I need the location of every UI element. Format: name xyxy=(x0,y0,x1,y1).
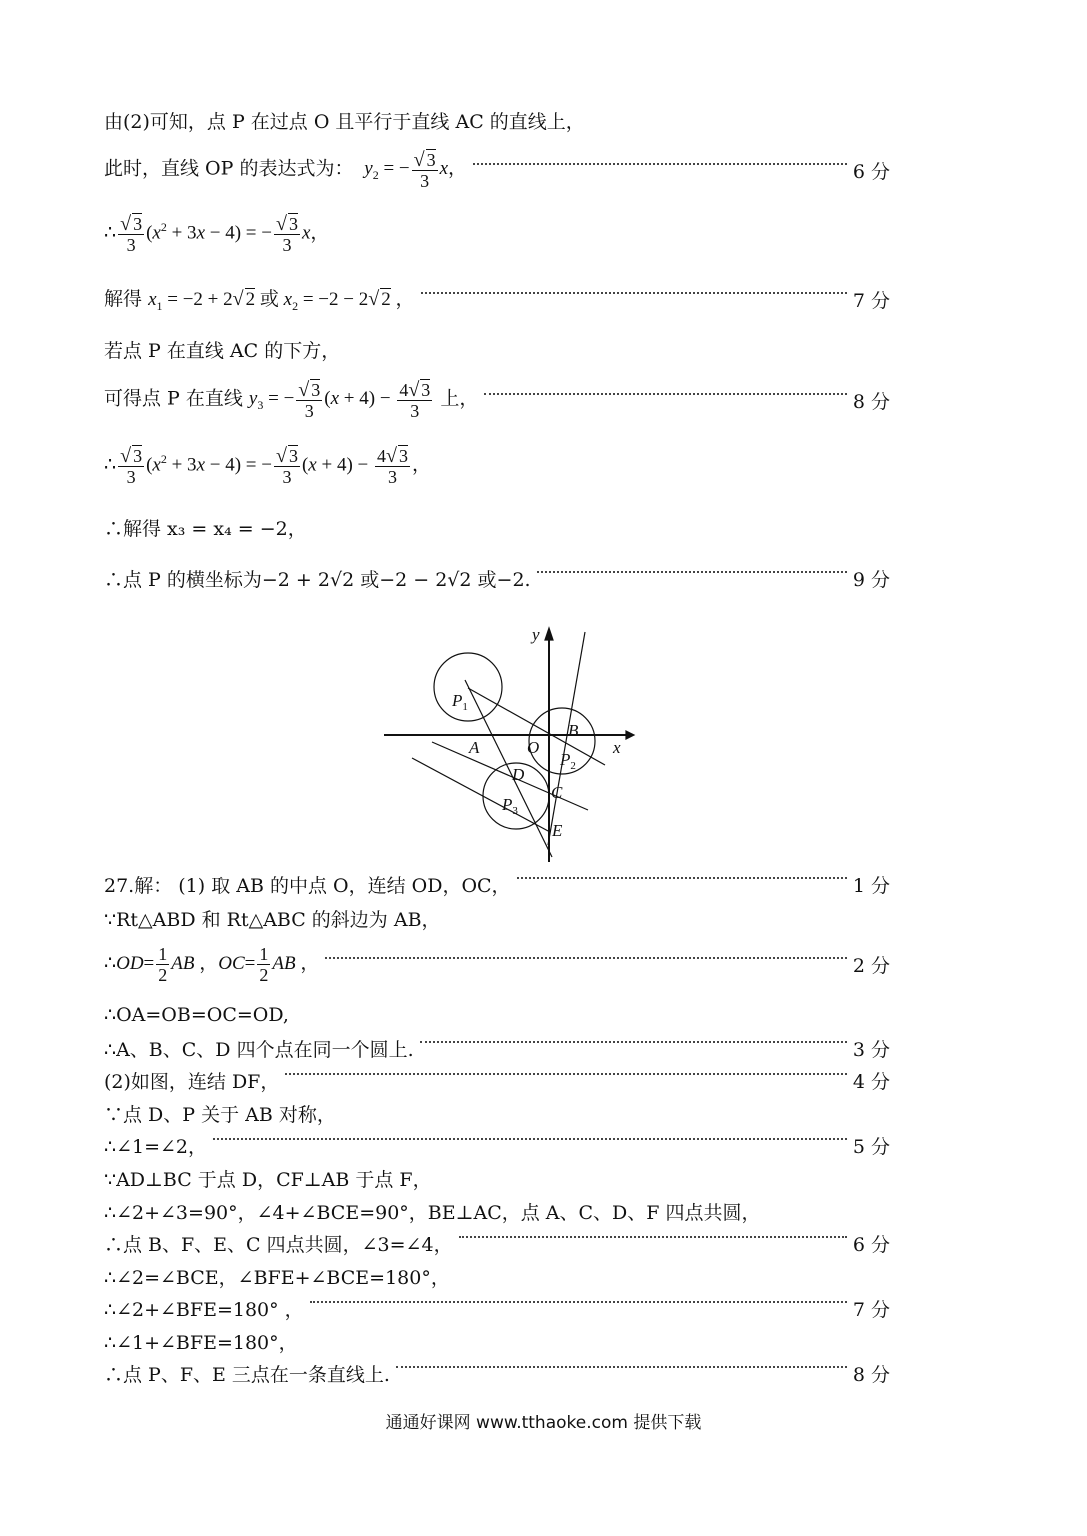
paragraph-text: ∴点 P 的横坐标为−2 + 2√2 或−2 − 2√2 或−2. xyxy=(104,568,531,591)
score-label: 1 分 xyxy=(852,874,890,897)
fig-label: E xyxy=(552,821,563,840)
paragraph-text: ∴∠2+∠3=90°，∠4+∠BCE=90°，BE⊥AC，点 A、C、D、F 四点共圆， xyxy=(104,1201,761,1224)
leader-dots xyxy=(459,1236,847,1238)
equation: $x_1 = -2 + 2√$ 2 或 $x_2 = -2 - 2√$ 2 ， xyxy=(148,288,415,313)
paragraph-text: 解得 xyxy=(104,288,143,311)
paragraph-text: 可得点 P 在直线 xyxy=(104,387,243,410)
fig-label: x xyxy=(613,738,621,757)
paragraph-text: 若点 P 在直线 AC 的下方， xyxy=(104,339,341,362)
fig-label: D xyxy=(512,765,525,784)
paragraph-text: ∴解得 x₃ = x₄ = −2， xyxy=(104,517,307,540)
score-label: 6 分 xyxy=(852,1233,890,1256)
equation: ∴ $\frac{√ 3}{3}$ $(x^2 + 3x - 4)$ = − $\frac{√ 3}{3}$ x， xyxy=(104,213,330,255)
score-label: 7 分 xyxy=(852,1298,890,1321)
score-label: 5 分 xyxy=(852,1135,890,1158)
paragraph-text: 上， xyxy=(440,387,479,410)
leader-dots xyxy=(537,571,847,573)
score-label: 8 分 xyxy=(852,390,890,413)
paragraph-text: 由(2)可知，点 P 在过点 O 且平行于直线 AC 的直线上， xyxy=(104,110,585,133)
equation: $y_2$ = − $\frac{√ 3}{3}$ x， xyxy=(364,149,468,191)
leader-dots xyxy=(420,1041,847,1043)
text-line xyxy=(104,100,890,140)
fig-label: y xyxy=(532,625,540,644)
paragraph-text: ∴∠2+∠BFE=180° ， xyxy=(104,1298,304,1321)
paragraph-text: ∵AD⊥BC 于点 D，CF⊥AB 于点 F， xyxy=(104,1168,432,1191)
paragraph-text: ∴点 P、F、E 三点在一条直线上. xyxy=(104,1363,390,1386)
equation: ∴OD= $\frac{1}{2}$ AB ，OC= $\frac{1}{2}$ AB ， xyxy=(104,943,320,985)
leader-dots xyxy=(325,957,847,959)
fig-label: B xyxy=(568,721,579,740)
score-label: 3 分 xyxy=(852,1038,890,1061)
page-footer: 通通好课网 www.tthaoke.com 提供下载 xyxy=(385,1413,702,1433)
score-label: 9 分 xyxy=(852,568,890,591)
line-ae xyxy=(465,680,552,857)
paragraph-text: ∴点 B、F、E、C 四点共圆，∠3=∠4， xyxy=(104,1233,453,1256)
paragraph-text: ∴∠2=∠BCE，∠BFE+∠BCE=180°， xyxy=(104,1266,450,1289)
paragraph-text: ∵Rt△ABD 和 Rt△ABC 的斜边为 AB， xyxy=(104,908,441,931)
fig-label: $P_3$ xyxy=(502,795,518,817)
score-label: 8 分 xyxy=(852,1363,890,1386)
leader-dots xyxy=(484,393,847,395)
text-line xyxy=(104,214,890,254)
text-line xyxy=(104,446,890,486)
equation: ∴ $\frac{√ 3}{3}$ $(x^2 + 3x - 4)$ = − $\frac{√ 3}{3}$ (x + 4) − $\frac{4√ 3}{3}$ ， xyxy=(104,445,431,487)
text-line xyxy=(104,380,890,420)
equation: $y_3$ = − $\frac{√ 3}{3}$ (x + 4) − $\frac{4√ 3}{3}$ xyxy=(248,379,431,421)
fig-label: C xyxy=(551,783,563,802)
leader-dots xyxy=(517,877,847,879)
score-label: 2 分 xyxy=(852,954,890,977)
fig-label: $P_1$ xyxy=(452,691,468,713)
score-label: 6 分 xyxy=(852,160,890,183)
leader-dots xyxy=(396,1366,847,1368)
paragraph-text: ∴∠1=∠2， xyxy=(104,1135,208,1158)
leader-dots xyxy=(213,1138,847,1140)
score-label: 4 分 xyxy=(852,1070,890,1093)
text-line xyxy=(104,279,890,319)
line-p3 xyxy=(412,758,550,832)
score-label: 7 分 xyxy=(852,289,890,312)
text-line xyxy=(104,329,890,369)
coordinate-figure xyxy=(380,620,640,870)
paragraph-text: ∴A、B、C、D 四个点在同一个圆上. xyxy=(104,1038,414,1061)
paragraph-text: ∴∠1+∠BFE=180°， xyxy=(104,1331,298,1354)
paragraph-text: ∴OA=OB=OC=OD, xyxy=(104,1004,289,1026)
paragraph-text: 27.解： (1) 取 AB 的中点 O，连结 OD，OC， xyxy=(104,874,511,897)
fig-label: A xyxy=(469,738,480,757)
text-line xyxy=(104,507,890,547)
leader-dots xyxy=(310,1301,847,1303)
x-axis-arrow-icon xyxy=(626,731,634,739)
fig-label: $P_2$ xyxy=(560,750,576,772)
fig-label: O xyxy=(527,738,540,757)
text-line xyxy=(104,150,890,190)
paragraph-text: (2)如图，连结 DF， xyxy=(104,1070,280,1093)
leader-dots xyxy=(473,163,847,165)
paragraph-text: ∵点 D、P 关于 AB 对称， xyxy=(104,1103,336,1126)
leader-dots xyxy=(285,1073,846,1075)
leader-dots xyxy=(421,292,847,294)
text-line xyxy=(104,944,890,984)
paragraph-text: 此时，直线 OP 的表达式为： xyxy=(104,157,354,180)
text-line xyxy=(104,1353,890,1393)
y-axis-arrow-icon xyxy=(545,628,553,640)
text-line xyxy=(104,558,890,598)
line-bc xyxy=(548,632,585,845)
text-line xyxy=(104,898,890,938)
